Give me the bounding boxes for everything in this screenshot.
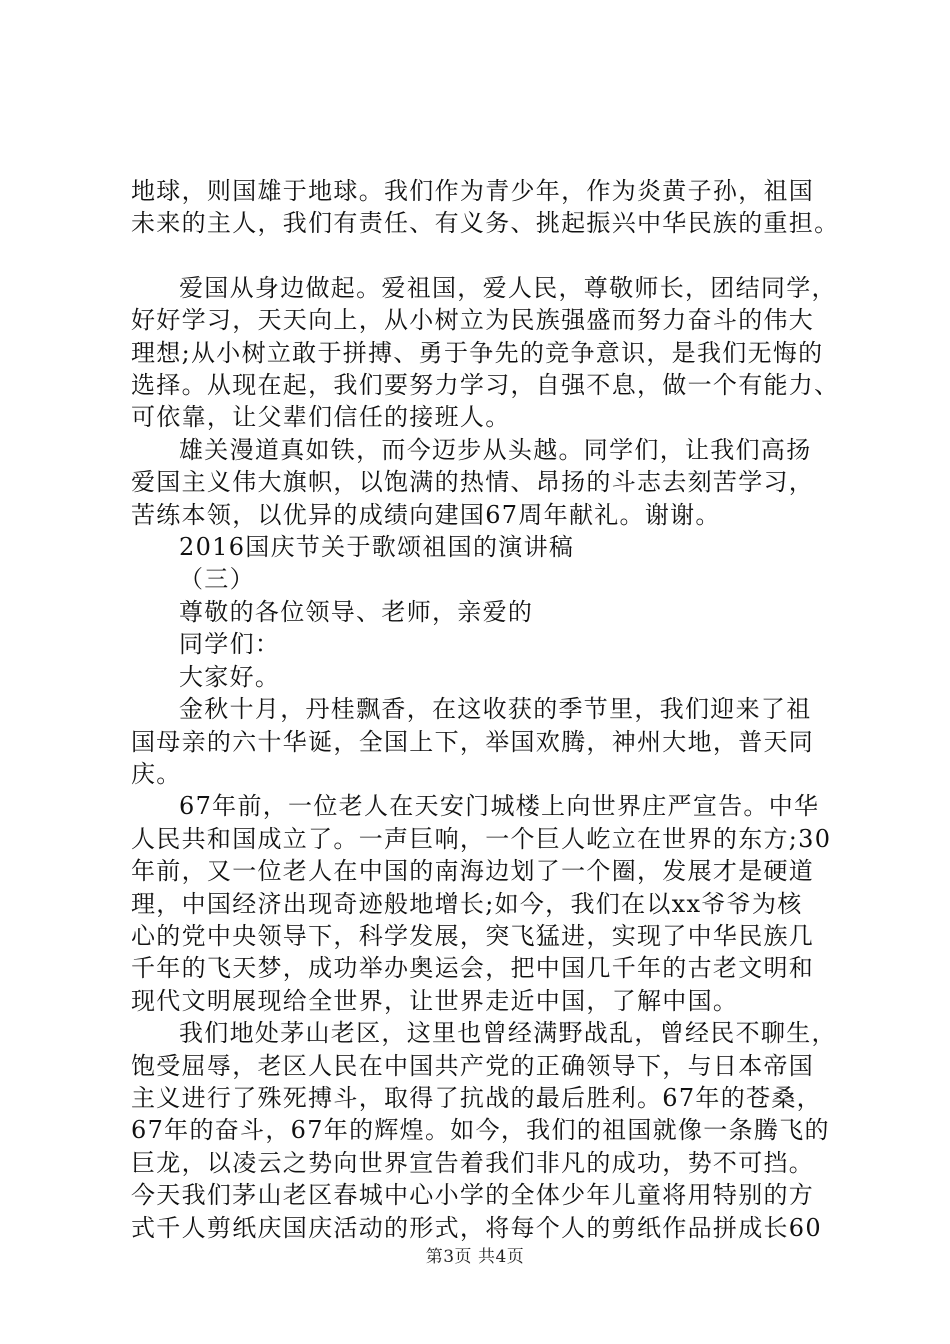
text-line: 饱受屈辱，老区人民在中国共产党的正确领导下，与日本帝国 [131,1051,815,1080]
text-line: （三） [179,565,255,594]
text-line: 式千人剪纸庆国庆活动的形式，将每个人的剪纸作品拼成长60 [131,1213,822,1242]
text-line: 未来的主人，我们有责任、有义务、挑起振兴中华民族的重担。 [131,209,840,238]
text-line: 尊敬的各位领导、老师，亲爱的 [179,597,534,626]
text-line: 2016国庆节关于歌颂祖国的演讲稿 [179,533,575,562]
text-line: 理，中国经济出现奇迹般地增长;如今，我们在以xx爷爷为核 [131,889,803,918]
text-line: 地球，则国雄于地球。我们作为青少年，作为炎黄子孙，祖国 [131,177,815,205]
text-line: 67年的奋斗，67年的辉煌。如今，我们的祖国就像一条腾飞的 [131,1116,830,1145]
page-number: 第3页 共4页 [425,1247,525,1267]
text-line: 雄关漫道真如铁，而今迈步从头越。同学们，让我们高扬 [179,435,812,464]
text-line: 我们地处茅山老区，这里也曾经满野战乱，曾经民不聊生， [179,1019,837,1048]
text-line: 现代文明展现给全世界，让世界走近中国，了解中国。 [131,986,739,1015]
text-line: 人民共和国成立了。一声巨响，一个巨人屹立在世界的东方;30 [131,824,832,853]
text-line: 庆。 [131,759,182,788]
text-line: 好好学习，天天向上，从小树立为民族强盛而努力奋斗的伟大 [131,306,815,335]
text-line: 选择。从现在起，我们要努力学习，自强不息，做一个有能力、 [131,371,840,400]
text-line: 主义进行了殊死搏斗，取得了抗战的最后胜利。67年的苍桑， [131,1083,822,1112]
text-line: 千年的飞天梦，成功举办奥运会，把中国几千年的古老文明和 [131,954,815,983]
text-line: 国母亲的六十华诞，全国上下，举国欢腾，神州大地，普天同 [131,727,815,756]
text-line: 可依靠，让父辈们信任的接班人。 [131,403,511,432]
document-body [131,175,840,1244]
text-line: 理想;从小树立敢于拼搏、勇于争先的竞争意识，是我们无悔的 [131,338,824,367]
text-line: 巨龙，以凌云之势向世界宣告着我们非凡的成功，势不可挡。 [131,1148,815,1177]
text-line: 年前，又一位老人在中国的南海边划了一个圈，发展才是硬道 [131,857,815,886]
text-line: 心的党中央领导下，科学发展，突飞猛进，实现了中华民族几 [131,921,815,950]
text-line: 苦练本领，以优异的成绩向建国67周年献礼。谢谢。 [131,500,721,529]
text-line: 爱国主义伟大旗帜，以饱满的热情、昂扬的斗志去刻苦学习， [131,468,815,497]
text-line: 67年前，一位老人在天安门城楼上向世界庄严宣告。中华 [179,792,820,821]
text-line: 同学们： [179,630,281,659]
text-line: 大家好。 [179,662,281,691]
text-line: 金秋十月，丹桂飘香，在这收获的季节里，我们迎来了祖 [179,695,812,724]
page-footer [0,1242,950,1267]
text-line: 爱国从身边做起。爱祖国，爱人民，尊敬师长，团结同学， [179,273,837,302]
text-line: 今天我们茅山老区春城中心小学的全体少年儿童将用特别的方 [131,1181,815,1210]
